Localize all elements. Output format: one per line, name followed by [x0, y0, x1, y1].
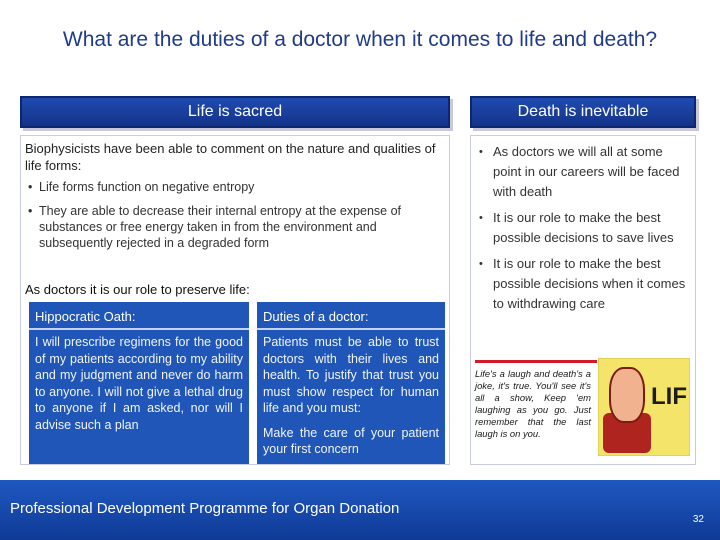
footer-bar — [0, 480, 720, 540]
duties-of-doctor-box — [257, 302, 445, 464]
duties-text-care: Make the care of your patient your first concern — [263, 425, 439, 456]
film-poster-image — [598, 358, 690, 456]
right-panel — [470, 135, 696, 465]
duties-heading: Duties of a doctor: — [257, 302, 445, 330]
biophysicists-lead: Biophysicists have been able to comment on the nature and qualities of life forms: — [25, 141, 436, 173]
right-bullet: • As doctors we will all at some point in our careers will be faced with death — [477, 142, 691, 202]
right-bullet-list — [477, 142, 691, 320]
preserve-life-text: As doctors it is our role to preserve life: — [25, 282, 250, 297]
right-bullet: • It is our role to make the best possible decisions to save lives — [477, 208, 691, 248]
poster-title-text: LIF — [651, 383, 687, 410]
left-bullet-list — [25, 179, 445, 259]
hippocratic-oath-text: I will prescribe regimens for the good of my patients according to my ability and my judgment and never do harm to anyone. I will not give a lethal drug to anyone if I am asked, nor will I advise such a plan — [35, 335, 243, 432]
slide-title: What are the duties of a doctor when it comes to life and death? — [62, 28, 658, 51]
left-bullet: • They are able to decrease their internal entropy at the expense of substances or free energy taken in from the environment and subsequently rejected in a degraded form — [25, 203, 445, 251]
left-bullet: • Life forms function on negative entropy — [25, 179, 445, 195]
duties-text-trust: Patients must be able to trust doctors with their lives and health. To justify that trust you must show respect for human life and you must: — [263, 335, 439, 415]
footer-programme-text: Professional Development Programme for Organ Donation — [10, 500, 400, 517]
right-bullet: • It is our role to make the best possible decisions when it comes to withdrawing care — [477, 254, 691, 314]
red-divider — [475, 360, 597, 363]
page-number: 32 — [692, 514, 704, 525]
hippocratic-oath-box — [29, 302, 249, 464]
death-is-inevitable-header: Death is inevitable — [470, 96, 696, 128]
poster-figure-face — [609, 367, 645, 423]
song-lyrics: Life's a laugh and death's a joke, it's true. You'll see it's all a show, Keep 'em laughing as you go. Just remember that the last laugh is on you. — [475, 368, 591, 439]
life-is-sacred-header: Life is sacred — [20, 96, 450, 128]
hippocratic-oath-heading: Hippocratic Oath: — [29, 302, 249, 330]
left-panel — [20, 135, 450, 465]
